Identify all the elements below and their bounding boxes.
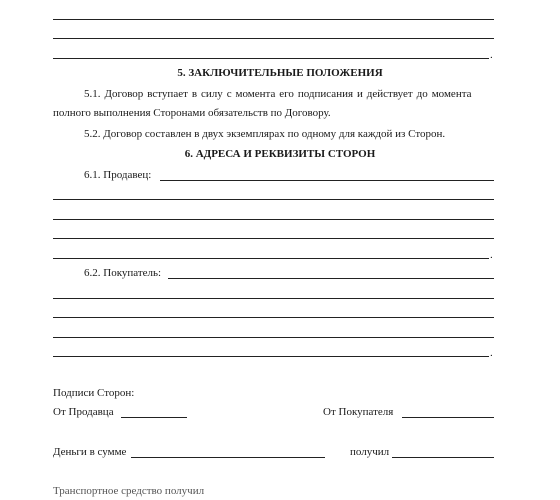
money-label: Деньги в сумме bbox=[53, 446, 127, 458]
blank-line[interactable] bbox=[53, 317, 494, 318]
line-end-period: . bbox=[490, 49, 493, 61]
blank-line bbox=[53, 38, 494, 39]
clause-5-1-line-2: полного выполнения Сторонами обязательств по Договору. bbox=[53, 107, 331, 119]
vehicle-received-label: Транспортное средство получил bbox=[53, 485, 205, 497]
blank-line bbox=[53, 19, 494, 20]
signatures-title: Подписи Сторон: bbox=[53, 387, 135, 399]
blank-line[interactable] bbox=[53, 356, 489, 357]
blank-line[interactable] bbox=[53, 238, 494, 239]
buyer-signature-line[interactable] bbox=[402, 417, 494, 418]
blank-line[interactable] bbox=[53, 219, 494, 220]
seller-field-line[interactable] bbox=[160, 180, 494, 181]
clause-5-1-line-1: 5.1. Договор вступает в силу с момента его подписания и действует до момента bbox=[84, 88, 472, 100]
seller-signature-line[interactable] bbox=[121, 417, 187, 418]
seller-label: 6.1. Продавец: bbox=[84, 169, 152, 181]
money-received-label: получил bbox=[350, 446, 390, 458]
buyer-label: 6.2. Покупатель: bbox=[84, 267, 162, 279]
blank-line[interactable] bbox=[53, 258, 489, 259]
blank-line[interactable] bbox=[53, 337, 494, 338]
buyer-field-line[interactable] bbox=[168, 278, 494, 279]
blank-line bbox=[53, 58, 489, 59]
money-amount-line[interactable] bbox=[131, 457, 325, 458]
from-seller-label: От Продавца bbox=[53, 406, 114, 418]
blank-line[interactable] bbox=[53, 199, 494, 200]
section-5-heading: 5. ЗАКЛЮЧИТЕЛЬНЫЕ ПОЛОЖЕНИЯ bbox=[177, 67, 383, 79]
money-received-signature-line[interactable] bbox=[392, 457, 494, 458]
from-buyer-label: От Покупателя bbox=[323, 406, 394, 418]
line-end-period: . bbox=[490, 249, 493, 261]
blank-line[interactable] bbox=[53, 298, 494, 299]
line-end-period: . bbox=[490, 347, 493, 359]
clause-5-2: 5.2. Договор составлен в двух экземплярах по одному для каждой из Сторон. bbox=[84, 128, 446, 140]
section-6-heading: 6. АДРЕСА И РЕКВИЗИТЫ СТОРОН bbox=[184, 148, 376, 160]
